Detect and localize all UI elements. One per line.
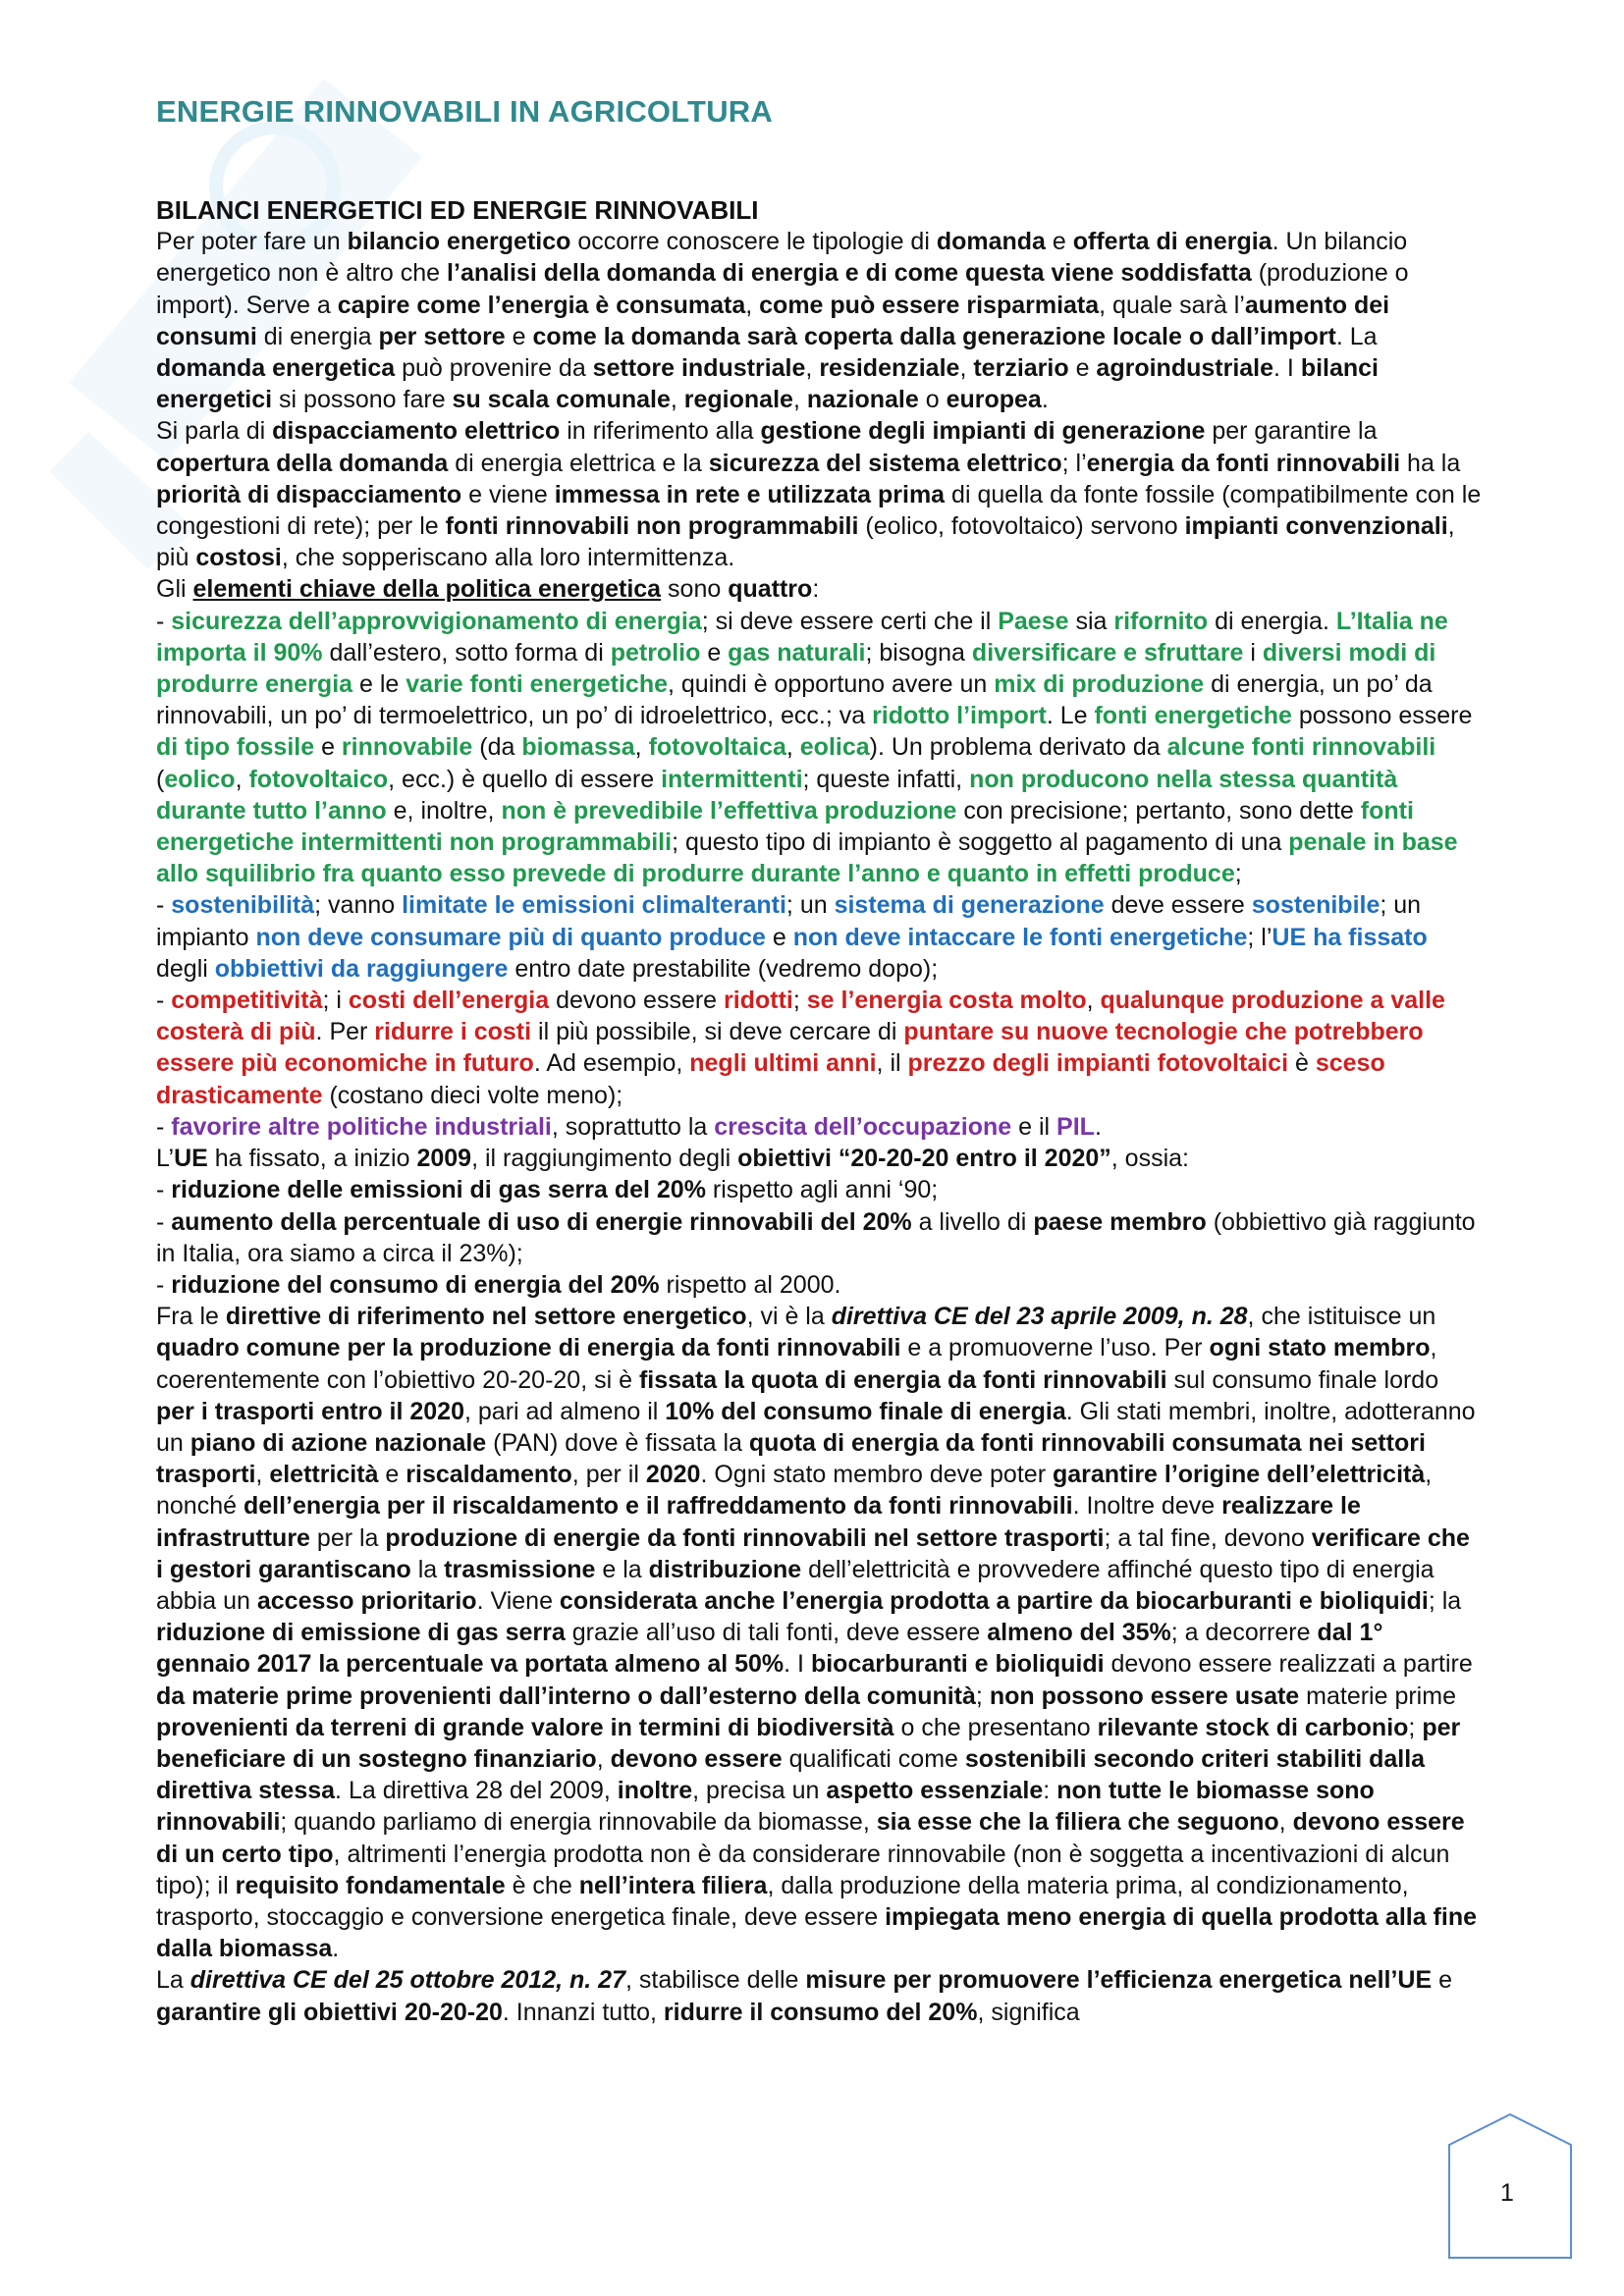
text-run: biomassa xyxy=(521,733,635,762)
text-run: residenziale xyxy=(819,354,960,383)
text-run: sia esse che la filiera che seguono xyxy=(876,1808,1279,1837)
text-run: favorire altre politiche industriali xyxy=(171,1112,552,1141)
text-run: garantire l’origine dell’elettricità xyxy=(1052,1461,1426,1489)
text-run: quadro comune per la produzione di energia da fonti rinnovabili xyxy=(156,1334,901,1362)
text-run: domanda energetica xyxy=(156,354,396,383)
text-run: su scala comunale xyxy=(452,386,671,414)
text-run: paese membro xyxy=(1033,1207,1207,1236)
text-run: nell’intera filiera xyxy=(578,1871,768,1899)
text-run: rifornito xyxy=(1113,607,1209,635)
text-run: non producono nella stessa quantità durante tutto l’anno xyxy=(156,765,1398,825)
text-run: ridotti xyxy=(724,987,793,1015)
text-run: l’analisi della domanda di energia e di come questa viene soddisfatta xyxy=(447,259,1252,288)
text-run: priorità di dispacciamento xyxy=(156,480,462,508)
text-run: se l’energia costa molto xyxy=(806,987,1087,1015)
text-run: verificare che i gestori garantiscano xyxy=(156,1523,1470,1583)
text-run: capire come l’energia è consumata xyxy=(337,291,746,319)
text-run: eolica xyxy=(799,733,870,762)
text-run: limitate le emissioni climalteranti xyxy=(402,891,786,920)
list-item: - aumento della percentuale di uso di energie rinnovabili del 20% a livello di paese membro (obbiettivo già raggiunto in Italia, ora siamo a circa il 23%); xyxy=(156,1207,1476,1267)
text-run: sicurezza del sistema elettrico xyxy=(708,449,1062,477)
text-run: per settore xyxy=(378,322,506,350)
text-run: non possono essere usate xyxy=(989,1682,1300,1710)
paragraph: Per poter fare un bilancio energetico occorre conoscere le tipologie di domanda e offerta di energia. Un bilancio energetico non è altro che l’analisi della domanda di energia e di come questa viene soddisfatta (produzione o import). Serve a capire come l’energia è consumata, come può essere risparmiata, quale sarà l’aumento dei consumi di energia per settore e come la domanda sarà coperta dalla generazione locale o dall’import. La domanda energetica può provenire da settore industriale, residenziale, terziario e agroindustriale. I bilanci energetici si possono fare su scala comunale, regionale, nazionale o europea. xyxy=(156,228,1409,414)
text-run: direttive di riferimento nel settore energetico xyxy=(225,1303,747,1331)
text-run: provenienti da terreni di grande valore in termini di biodiversità xyxy=(156,1713,894,1741)
text-run: fonti energetiche intermittenti non programmabili xyxy=(156,796,1414,857)
text-run: fonti rinnovabili non programmabili xyxy=(445,512,859,541)
text-run: sostenibile xyxy=(1251,891,1380,920)
text-run: biocarburanti e bioliquidi xyxy=(810,1650,1105,1679)
text-run: da materie prime provenienti dall’interno o dall’esterno della comunità xyxy=(156,1682,976,1710)
text-run: quattro xyxy=(728,575,813,604)
paragraph: Fra le direttive di riferimento nel settore energetico, vi è la direttiva CE del 23 aprile 2009, n. 28, che istituisce un quadro comune per la produzione di energia da fonti rinnovabili e a promuoverne l’uso. Per ogni stato membro, coerentemente con l’obiettivo 20-20-20, si è fissata la quota di energia da fonti rinnovabili sul consumo finale lordo per i trasporti entro il 2020, pari ad almeno il 10% del consumo finale di energia. Gli stati membri, inoltre, adotteranno un piano di azione nazionale (PAN) dove è fissata la quota di energia da fonti rinnovabili consumata nei settori trasporti, elettricità e riscaldamento, per il 2020. Ogni stato membro deve poter garantire l’origine dell’elettricità, nonché dell’energia per il riscaldamento e il raffreddamento da fonti rinnovabili. Inoltre deve realizzare le infrastrutture per la produzione di energie da fonti rinnovabili nel settore trasporti; a tal fine, devono verificare che i gestori garantiscano la trasmissione e la distribuzione dell’elettricità e provvedere affinché questo tipo di energia abbia un accesso prioritario. Viene considerata anche l’energia prodotta a partire da biocarburanti e bioliquidi; la riduzione di emissione di gas serra grazie all’uso di tali fonti, deve essere almeno del 35%; a decorrere dal 1° gennaio 2017 la percentuale va portata almeno al 50%. I biocarburanti e bioliquidi devono essere realizzati a partire da materie prime provenienti dall’interno o dall’esterno della comunità; non possono essere usate materie prime provenienti da terreni di grande valore in termini di biodiversità o che presentano rilevante stock di carbonio; per beneficiare di un sostegno finanziario, devono essere qualificati come sostenibili secondo criteri stabiliti dalla direttiva stessa. La direttiva 28 del 2009, inoltre, precisa un aspetto essenziale: non tutte le biomasse sono rinnovabili; quando parliamo di energia rinnovabile da biomasse, sia esse che la filiera che seguono, devono essere di un certo tipo, altrimenti l’energia prodotta non è da considerare rinnovabile (non è soggetta a incentivazioni di alcun tipo); il requisito fondamentale è che nell’intera filiera, dalla produzione della materia prima, al condizionamento, trasporto, stoccaggio e conversione energetica finale, deve essere impiegata meno energia di quella prodotta alla fine dalla biomassa. xyxy=(156,1303,1478,1963)
text-run: direttiva CE del 23 aprile 2009, n. 28 xyxy=(831,1303,1248,1331)
text-run: almeno del 35% xyxy=(987,1619,1171,1647)
text-run: ridotto l’import xyxy=(872,702,1047,730)
text-run: domanda xyxy=(936,228,1046,256)
text-run: considerata anche l’energia prodotta a partire da biocarburanti e bioliquidi xyxy=(559,1586,1429,1615)
text-run: bilancio energetico xyxy=(347,228,571,256)
text-run: sistema di generazione xyxy=(834,891,1105,920)
text-run: gestione degli impianti di generazione xyxy=(760,417,1206,446)
text-run: dell’energia per il riscaldamento e il raffreddamento da fonti rinnovabili xyxy=(243,1492,1073,1521)
text-run: riscaldamento xyxy=(406,1461,572,1489)
text-run: realizzare le infrastrutture xyxy=(156,1492,1361,1552)
text-run: rilevante stock di carbonio xyxy=(1097,1713,1409,1741)
paragraph: Si parla di dispacciamento elettrico in riferimento alla gestione degli impianti di generazione per garantire la copertura della domanda di energia elettrica e la sicurezza del sistema elettrico; l’energia da fonti rinnovabili ha la priorità di dispacciamento e viene immessa in rete e utilizzata prima di quella da fonte fossile (compatibilmente con le congestioni di rete); per le fonti rinnovabili non programmabili (eolico, fotovoltaico) servono impianti convenzionali, più costosi, che sopperiscano alla loro intermittenza. xyxy=(156,417,1482,572)
text-run: piano di azione nazionale xyxy=(189,1428,487,1457)
text-run: sceso drasticamente xyxy=(156,1049,1385,1109)
text-run: aumento dei consumi xyxy=(156,291,1390,350)
text-run: copertura della domanda xyxy=(156,449,449,477)
text-run: bilanci energetici xyxy=(156,354,1379,414)
text-run: ridurre i costi xyxy=(374,1018,532,1046)
text-run: UE ha fissato xyxy=(1272,923,1428,951)
text-run: ridurre il consumo del 20% xyxy=(663,1998,978,2026)
text-run: fonti energetiche xyxy=(1094,702,1292,730)
text-run: sostenibilità xyxy=(171,891,315,920)
text-run: trasmissione xyxy=(444,1555,596,1583)
text-run: non deve intaccare le fonti energetiche xyxy=(792,923,1248,951)
text-run: inoltre xyxy=(617,1777,693,1805)
text-run: non deve consumare più di quanto produce xyxy=(255,923,766,951)
text-run: qualunque produzione a valle costerà di più xyxy=(156,987,1445,1046)
text-run: produzione di energie da fonti rinnovabili nel settore trasporti xyxy=(385,1523,1105,1552)
text-run: 10% del consumo finale di energia xyxy=(665,1397,1066,1425)
text-run: costosi xyxy=(195,544,282,572)
text-run: prezzo degli impianti fotovoltaici xyxy=(907,1049,1289,1078)
text-run: diversi modi di produrre energia xyxy=(156,638,1436,699)
text-run: distribuzione xyxy=(648,1555,802,1583)
text-run: 2009 xyxy=(416,1145,472,1173)
text-run: penale in base allo squilibrio fra quanto esso prevede di produrre durante l’anno e quanto in effetti produce xyxy=(156,828,1458,888)
document-title: ENERGIE RINNOVABILI IN AGRICOLTURA xyxy=(156,94,773,129)
text-run: misure per promuovere l’efficienza energetica nell’UE xyxy=(805,1966,1433,1995)
text-run: energia da fonti rinnovabili xyxy=(1086,449,1401,477)
text-run: alcune fonti rinnovabili xyxy=(1166,733,1436,762)
text-run: di tipo fossile xyxy=(156,733,315,762)
text-run: riduzione delle emissioni di gas serra del 20% xyxy=(171,1176,706,1204)
text-run: negli ultimi anni xyxy=(689,1049,877,1078)
text-run: come la domanda sarà coperta dalla generazione locale o dall’import xyxy=(532,322,1336,350)
text-run: petrolio xyxy=(610,638,701,667)
text-run: per i trasporti entro il 2020 xyxy=(156,1397,464,1425)
text-run: terziario xyxy=(973,354,1069,383)
text-run: non tutte le biomasse sono rinnovabili xyxy=(156,1777,1375,1837)
text-run: offerta di energia xyxy=(1072,228,1272,256)
text-run: crescita dell’occupazione xyxy=(714,1112,1012,1141)
text-run: dispacciamento elettrico xyxy=(272,417,561,446)
list-item: - riduzione del consumo di energia del 20% rispetto al 2000. xyxy=(156,1270,841,1299)
text-run: varie fonti energetiche xyxy=(406,670,669,699)
text-run: devono essere di un certo tipo xyxy=(156,1808,1465,1868)
text-run: impianti convenzionali xyxy=(1184,512,1448,541)
text-run: accesso prioritario xyxy=(256,1586,477,1615)
text-run: fotovoltaico xyxy=(248,765,389,793)
document-body xyxy=(156,194,1482,2028)
text-run: requisito fondamentale xyxy=(235,1871,506,1899)
text-run: regionale xyxy=(683,386,793,414)
text-run: sicurezza dell’approvvigionamento di energia xyxy=(171,607,702,635)
text-run: intermittenti xyxy=(661,765,803,793)
text-run: non è prevedibile l’effettiva produzione xyxy=(501,796,957,825)
list-item: - riduzione delle emissioni di gas serra del 20% rispetto agli anni ‘90; xyxy=(156,1176,939,1204)
text-run: agroindustriale xyxy=(1096,354,1274,383)
text-run: dal 1° gennaio 2017 la percentuale va portata almeno al 50% xyxy=(156,1619,1383,1679)
text-run: elementi chiave della politica energetica xyxy=(192,575,662,604)
text-run: mix di produzione xyxy=(994,670,1205,699)
text-run: per beneficiare di un sostegno finanziario xyxy=(156,1713,1461,1773)
list-item: - favorire altre politiche industriali, soprattutto la crescita dell’occupazione e il PIL. xyxy=(156,1112,1102,1141)
list-item: - sicurezza dell’approvvigionamento di energia; si deve essere certi che il Paese sia rifornito di energia. L’Italia ne importa il 90% dall’estero, sotto forma di petrolio e gas naturali; bisogna diversificare e sfruttare i diversi modi di produrre energia e le varie fonti energetiche, quindi è opportuno avere un mix di produzione di energia, un po’ da rinnovabili, un po’ di termoelettrico, un po’ di idroelettrico, ecc.; va ridotto l’import. Le fonti energetiche possono essere di tipo fossile e rinnovabile (da biomassa, fotovoltaica, eolica). Un problema derivato da alcune fonti rinnovabili (eolico, fotovoltaico, ecc.) è quello di essere intermittenti; queste infatti, non producono nella stessa quantità durante tutto l’anno e, inoltre, non è prevedibile l’effettiva produzione con precisione; pertanto, sono dette fonti energetiche intermittenti non programmabili; questo tipo di impianto è soggetto al pagamento di una penale in base allo squilibrio fra quanto esso prevede di produrre durante l’anno e quanto in effetti produce; xyxy=(156,607,1473,888)
text-run: come può essere risparmiata xyxy=(759,291,1100,319)
text-run: elettricità xyxy=(269,1461,379,1489)
text-run: fotovoltaica xyxy=(648,733,786,762)
text-run: direttiva CE del 25 ottobre 2012, n. 27 xyxy=(189,1966,625,1995)
text-run: quota di energia da fonti rinnovabili consumata nei settori trasporti xyxy=(156,1428,1426,1489)
list-item: - sostenibilità; vanno limitate le emissioni climalteranti; un sistema di generazione deve essere sostenibile; un impianto non deve consumare più di quanto produce e non deve intaccare le fonti energetiche; l’UE ha fissato degli obbiettivi da raggiungere entro date prestabilite (vedremo dopo); xyxy=(156,891,1428,983)
text-run: rinnovabile xyxy=(341,733,473,762)
text-run: gas naturali xyxy=(728,638,866,667)
section-heading: BILANCI ENERGETICI ED ENERGIE RINNOVABILI xyxy=(156,195,759,225)
text-run: obbiettivi da raggiungere xyxy=(214,954,509,983)
text-run: ogni stato membro xyxy=(1209,1334,1431,1362)
text-run: competitività xyxy=(171,987,323,1015)
text-run: europea xyxy=(946,386,1042,414)
paragraph: La direttiva CE del 25 ottobre 2012, n. 27, stabilisce delle misure per promuovere l’efficienza energetica nell’UE e garantire gli obiettivi 20-20-20. Innanzi tutto, ridurre il consumo del 20%, significa xyxy=(156,1966,1453,2026)
text-run: Paese xyxy=(998,607,1069,635)
text-run: costi dell’energia xyxy=(348,987,550,1015)
text-run: nazionale xyxy=(806,386,919,414)
text-run: puntare su nuove tecnologie che potrebbero essere più economiche in futuro xyxy=(156,1018,1424,1078)
text-run: fissata la quota di energia da fonti rinnovabili xyxy=(638,1365,1167,1394)
text-run: devono essere xyxy=(610,1744,783,1773)
text-run: settore industriale xyxy=(592,354,806,383)
paragraph: L’UE ha fissato, a inizio 2009, il raggiungimento degli obiettivi “20-20-20 entro il 2020”, ossia: xyxy=(156,1145,1189,1173)
text-run: riduzione di emissione di gas serra xyxy=(156,1619,566,1647)
paragraph: Gli elementi chiave della politica energetica sono quattro: xyxy=(156,575,820,604)
text-run: sostenibili secondo criteri stabiliti dalla direttiva stessa xyxy=(156,1744,1426,1805)
text-run: impiegata meno energia di quella prodotta alla fine dalla biomassa xyxy=(156,1902,1478,1963)
text-run: UE xyxy=(174,1145,208,1173)
text-run: 2020 xyxy=(645,1461,701,1489)
text-run: immessa in rete e utilizzata prima xyxy=(554,480,946,508)
text-run: garantire gli obiettivi 20-20-20 xyxy=(156,1998,503,2026)
text-run: aspetto essenziale xyxy=(826,1777,1044,1805)
page-number: 1 xyxy=(1500,2179,1514,2207)
text-run: diversificare e sfruttare xyxy=(971,638,1244,667)
text-run: eolico xyxy=(164,765,236,793)
list-item: - competitività; i costi dell’energia devono essere ridotti; se l’energia costa molto, qualunque produzione a valle costerà di più. Per ridurre i costi il più possibile, si deve cercare di puntare su nuove tecnologie che potrebbero essere più economiche in futuro. Ad esempio, negli ultimi anni, il prezzo degli impianti fotovoltaici è sceso drasticamente (costano dieci volte meno); xyxy=(156,987,1445,1109)
text-run: PIL xyxy=(1056,1112,1095,1141)
text-run: riduzione del consumo di energia del 20% xyxy=(171,1270,660,1299)
text-run: L’Italia ne importa il 90% xyxy=(156,607,1448,667)
text-run: aumento della percentuale di uso di energie rinnovabili del 20% xyxy=(171,1207,912,1236)
text-run: obiettivi “20-20-20 entro il 2020” xyxy=(737,1145,1111,1173)
